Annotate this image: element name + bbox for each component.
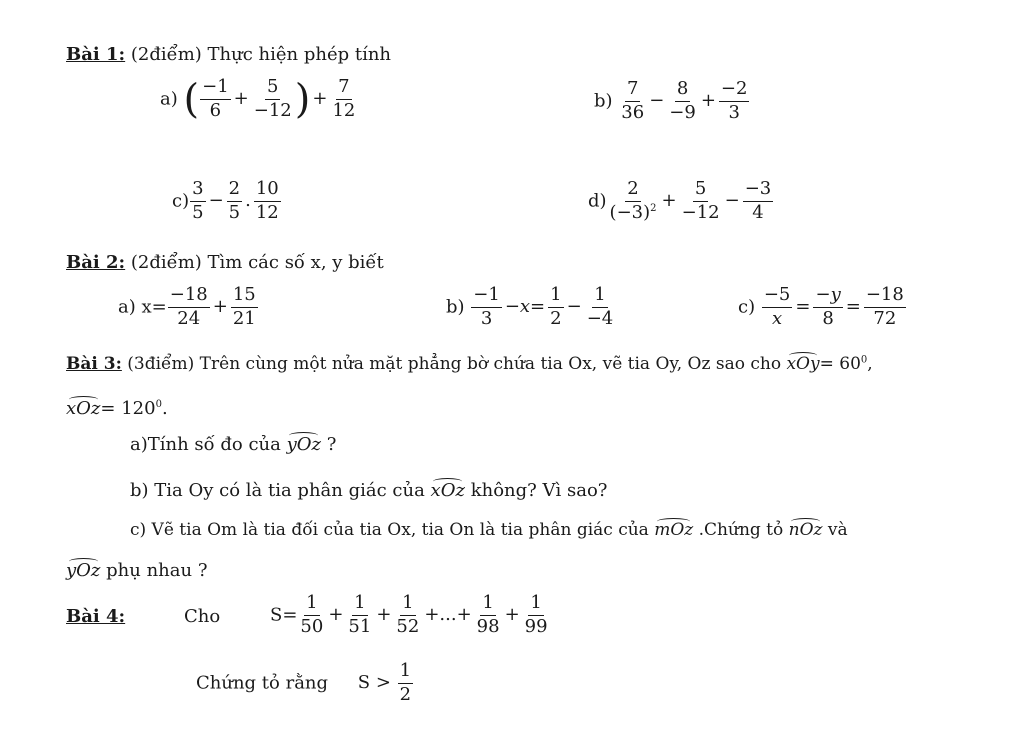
bai2-title: Bài 2:: [66, 252, 126, 273]
bai3-question-b: b) Tia Oy có là tia phân giác của xOz không? Vì sao?: [130, 480, 608, 501]
fraction: $\frac{10}{12}$: [255, 178, 279, 223]
bai1-d: d) $\frac{2}{(-3)^2}$ + $\frac{5}{-12}$ − $\frac{-3}{4}$: [588, 178, 772, 223]
bai1-desc: (2điểm) Thực hiện phép tính: [130, 44, 392, 65]
bai3-xoz-line: $xOz= 120^0$.: [66, 398, 168, 419]
bai4-sum: S= $\frac{1}{50}$ + $\frac{1}{51}$ + $\frac{1}{52}$ +...+ $\frac{1}{98}$ + $\frac{1}{99}$: [270, 592, 548, 637]
fraction: $\frac{-5}{x}$: [763, 284, 791, 329]
fraction: $\frac{2}{5}$: [228, 178, 241, 223]
bai3-question-c: c) Vẽ tia Om là tia đối của tia Ox, tia On là tia phân giác của mOz .Chứng tỏ nOz và: [130, 520, 848, 540]
bai3-title: Bài 3:: [66, 354, 122, 374]
bai2-desc: (2điểm) Tìm các số x, y biết: [130, 252, 384, 273]
fraction: $\frac{1}{-4}$: [586, 284, 614, 329]
fraction: $\frac{2}{(-3)^2}$: [609, 178, 657, 223]
fraction: $\frac{7}{12}$: [332, 76, 356, 121]
bai2-c: c) $\frac{-5}{x}$ = $\frac{-y}{8}$ = $\frac{-18}{72}$: [738, 284, 904, 329]
angle-xoy: xOy: [786, 354, 820, 374]
angle-noz: nOz: [788, 520, 823, 540]
fraction: $\frac{-18}{72}$: [865, 284, 904, 329]
angle-yoz-c: yOz: [66, 560, 101, 581]
fraction: $\frac{1}{50}$: [300, 592, 324, 637]
fraction: $\frac{-1}{3}$: [473, 284, 500, 329]
angle-moz: mOz: [654, 520, 694, 540]
bai1-b: b) $\frac{7}{36}$ − $\frac{8}{-9}$ + $\frac{-2}{3}$: [594, 78, 748, 123]
bai3-heading: Bài 3: (3điểm) Trên cùng một nửa mặt phẳng bờ chứa tia Ox, vẽ tia Oy, Oz sao cho $xOy= 60^0$,: [66, 354, 873, 374]
fraction: $\frac{-18}{24}$: [169, 284, 208, 329]
bai2-a: a) x= $\frac{-18}{24}$ + $\frac{15}{21}$: [118, 284, 256, 329]
bai4-title-line: [66, 608, 125, 626]
fraction: $\frac{-3}{4}$: [744, 178, 772, 223]
fraction: $\frac{-1}{6}$: [202, 76, 229, 121]
fraction: $\frac{1}{51}$: [348, 592, 372, 637]
fraction: $\frac{-y}{8}$: [815, 284, 841, 329]
bai4-prove: Chứng tỏ rằng S > $\frac{1}{2}$: [196, 660, 412, 705]
bai1-title: Bài 1:: [66, 44, 126, 65]
fraction: $\frac{1}{99}$: [524, 592, 548, 637]
bai3-question-a: a)Tính số đo của yOz ?: [130, 434, 337, 455]
bai2-b: b) $\frac{-1}{3}$ −x= $\frac{1}{2}$ − $\frac{1}{-4}$: [446, 284, 614, 329]
fraction: $\frac{1}{52}$: [396, 592, 420, 637]
fraction: $\frac{3}{5}$: [192, 178, 204, 223]
fraction: $\frac{15}{21}$: [232, 284, 256, 329]
fraction: $\frac{7}{36}$: [621, 78, 645, 123]
fraction: $\frac{5}{-12}$: [253, 76, 292, 121]
bai3-question-c-cont: yOz phụ nhau ?: [66, 560, 208, 581]
angle-xoz: xOz: [66, 398, 101, 419]
bai1-c: c) $\frac{3}{5}$ − $\frac{2}{5}$ . $\frac{10}{12}$: [172, 178, 279, 223]
angle-yoz: yOz: [286, 434, 322, 455]
bai1-a: a) ( $\frac{-1}{6}$ + $\frac{5}{-12}$ ) + $\frac{7}{12}$: [160, 76, 356, 123]
fraction: $\frac{1}{98}$: [476, 592, 500, 637]
bai2-heading: [66, 254, 384, 272]
fraction: $\frac{1}{2}$: [550, 284, 562, 329]
bai4-title: Bài 4:: [66, 606, 126, 627]
fraction: $\frac{8}{-9}$: [669, 78, 696, 123]
bai1-heading: [66, 46, 391, 64]
angle-xoz-b: xOz: [430, 480, 465, 501]
fraction: $\frac{5}{-12}$: [681, 178, 720, 223]
bai3-desc: (3điểm) Trên cùng một nửa mặt phẳng bờ chứa tia Ox, vẽ tia Oy, Oz sao cho: [127, 354, 782, 374]
bai4-cho: Cho: [184, 606, 221, 627]
fraction: $\frac{1}{2}$: [399, 660, 412, 705]
fraction: $\frac{-2}{3}$: [720, 78, 748, 123]
